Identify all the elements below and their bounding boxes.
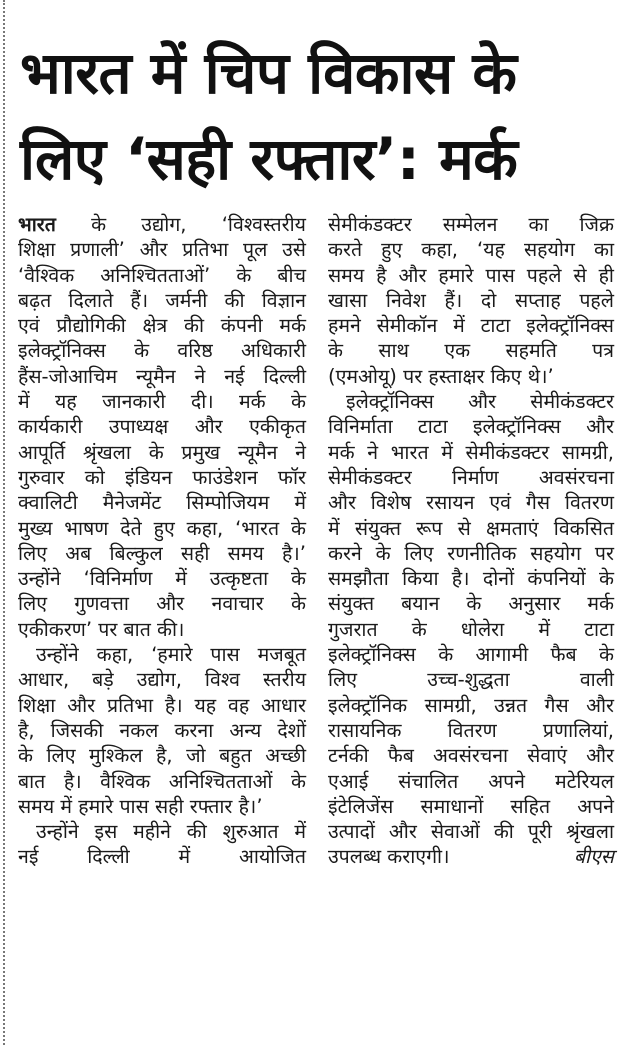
article-line-text: गुजरात के धोलेरा में टाटा [328,617,614,641]
article-line-text: हैंस-जोआचिम न्यूमैन ने नई दिल्ली [18,364,306,388]
article-paragraph [18,212,306,642]
article-line [328,490,614,515]
article-line [328,414,614,439]
article-line [328,212,614,237]
article-line [328,364,614,389]
article-line-text: शिक्षा और प्रतिभा है। यह वह आधार [18,693,306,717]
article-line-text: एकीकरण’ पर बात की। [18,617,185,641]
article-line [18,364,306,389]
article-line [18,819,306,844]
article-line [328,844,614,869]
article-line [328,516,614,541]
article-line [18,718,306,743]
article-line [328,338,614,363]
article-line [328,288,614,313]
article-line-text: लिए उच्च-शुद्धता वाली [328,668,614,692]
article-line [18,237,306,262]
article-line [18,617,306,642]
article-line-text: ‘वैश्विक अनिश्चितताओं’ के बीच [18,263,306,287]
article-paragraph [18,819,306,870]
article-line-text: इलेक्ट्रॉनिक्स के आगामी फैब के [328,643,614,667]
article-line-text: रासायनिक वितरण प्रणालियां, [328,718,614,742]
article-line-text: करने के लिए रणनीतिक सहयोग पर [328,541,614,565]
article-line [328,718,614,743]
article-line [18,490,306,515]
article-line-text: बात है। वैश्विक अनिश्चितताओं के [18,769,306,793]
article-line [18,743,306,768]
article-line-text: के साथ एक सहमति पत्र [328,339,614,363]
article-line-text: गुरुवार को इंडियन फाउंडेशन फॉर [18,465,306,489]
lead-word: भारत [18,213,56,236]
article-line-text: इलेक्ट्रॉनिक्स और सेमीकंडक्टर [346,390,614,414]
article-line-text: इलेक्ट्रॉनिक्स के वरिष्ठ अधिकारी [18,339,306,363]
article-line [18,212,306,237]
article-line [328,693,614,718]
article-paragraph [328,389,614,870]
article-line [328,819,614,844]
article-line [328,566,614,591]
article-line-text: में यह जानकारी दी। मर्क के [18,390,306,414]
article-line [18,642,306,667]
article-line-text: में संयुक्त रूप से क्षमताएं विकसित [328,516,614,540]
article-line [18,541,306,566]
article-line [328,389,614,414]
article-line-text: बढ़त दिलाते हैं। जर्मनी की विज्ञान [18,288,306,312]
article-line-text: उन्होंने कहा, ‘हमारे पास मजबूत [36,643,306,667]
article-line [18,591,306,616]
column-divider-dotted [3,0,5,1045]
article-line [18,769,306,794]
article-line-text: (एमओयू) पर हस्ताक्षर किए थे।’ [328,364,554,388]
article-paragraph [18,642,306,819]
article-line-text: समय में हमारे पास सही रफ्तार है।’ [18,794,263,818]
article-line [328,541,614,566]
article-line-text: उन्होंने इस महीने की शुरुआत में [36,820,306,844]
article-column-left [18,212,306,870]
article-line-text: मुख्य भाषण देते हुए कहा, ‘भारत के [18,516,306,540]
byline: बीएस [573,845,614,869]
article-line [18,667,306,692]
article-line [18,794,306,819]
article-line-text: संयुक्त बयान के अनुसार मर्क [328,592,614,616]
article-line [328,667,614,692]
article-line [328,237,614,262]
article-line-text: मर्क ने भारत में सेमीकंडक्टर सामग्री, [328,440,614,464]
article-line-text: एआई संचालित अपने मटेरियल [328,769,614,793]
article-line-text: हमने सेमीकॉन में टाटा इलेक्ट्रॉनिक्स [328,314,614,338]
article-line [18,414,306,439]
article-line-text: एवं प्रौद्योगिकी क्षेत्र की कंपनी मर्क [18,314,306,338]
article-line [18,440,306,465]
headline-line-2: लिए ‘सही रफ्तार’: मर्क [20,125,518,193]
article-line [18,389,306,414]
article-line-text: क्वालिटी मैनेजमेंट सिम्पोजियम में [18,491,306,515]
article-line [18,693,306,718]
headline-line-1: भारत में चिप विकास के [20,39,517,107]
article-line-text: आधार, बड़े उद्योग, विश्व स्तरीय [18,668,306,692]
article-line-text: है, जिसकी नकल करना अन्य देशों [18,718,306,742]
article-line [328,617,614,642]
article-line [18,465,306,490]
article-line [18,338,306,363]
article-paragraph [328,212,614,389]
article-line-text: सेमीकंडक्टर निर्माण अवसंरचना [328,465,614,489]
article-line-text: नई दिल्ली में आयोजित [18,845,306,869]
article-line-text: विनिर्माता टाटा इलेक्ट्रॉनिक्स और [328,415,614,439]
article-line-text: के उद्योग, ‘विश्वस्तरीय [55,213,306,236]
article-column-right [328,212,614,870]
article-line-text: समझौता किया है। दोनों कंपनियों के [328,567,614,591]
article-line [18,566,306,591]
article-line-text: उन्होंने ‘विनिर्माण में उत्कृष्टता के [18,567,306,591]
article-line-text: कार्यकारी उपाध्यक्ष और एकीकृत [18,415,306,439]
article-line-text: इलेक्ट्रॉनिक सामग्री, उन्नत गैस और [328,693,614,717]
article-line [328,769,614,794]
article-line [328,591,614,616]
headline [20,30,620,202]
article-line-text: करते हुए कहा, ‘यह सहयोग का [328,238,614,262]
article-line [328,263,614,288]
article-line [18,844,306,869]
article-line-text: लिए गुणवत्ता और नवाचार के [18,592,306,616]
article-line-text: टर्नकी फैब अवसंरचना सेवाएं और [328,744,614,768]
article-line-text: सेमीकंडक्टर सम्मेलन का जिक्र [328,213,614,236]
article-line-text: शिक्षा प्रणाली’ और प्रतिभा पूल उसे [18,238,306,262]
article-line-text: इंटेलिजेंस समाधानों सहित अपने [328,794,614,818]
article-line-text: के लिए मुश्किल है, जो बहुत अच्छी [18,744,306,768]
article-line-text: और विशेष रसायन एवं गैस वितरण [328,491,614,515]
article-line-text: लिए अब बिल्कुल सही समय है।’ [18,541,306,565]
article-line [18,288,306,313]
article-line [328,440,614,465]
article-line [328,465,614,490]
article-line [328,313,614,338]
article-line [328,794,614,819]
article-line [328,743,614,768]
article-line-text: समय है और हमारे पास पहले से ही [328,263,614,287]
article-line-text: उपलब्ध कराएगी। [328,845,450,869]
article-line-text: आपूर्ति श्रृंखला के प्रमुख न्यूमैन ने [18,440,306,464]
article-line [328,642,614,667]
article-line [18,313,306,338]
article-line-text: उत्पादों और सेवाओं की पूरी श्रृंखला [328,820,614,844]
article-line [18,516,306,541]
article-line [18,263,306,288]
article-line-text: खासा निवेश हैं। दो सप्ताह पहले [328,288,614,312]
